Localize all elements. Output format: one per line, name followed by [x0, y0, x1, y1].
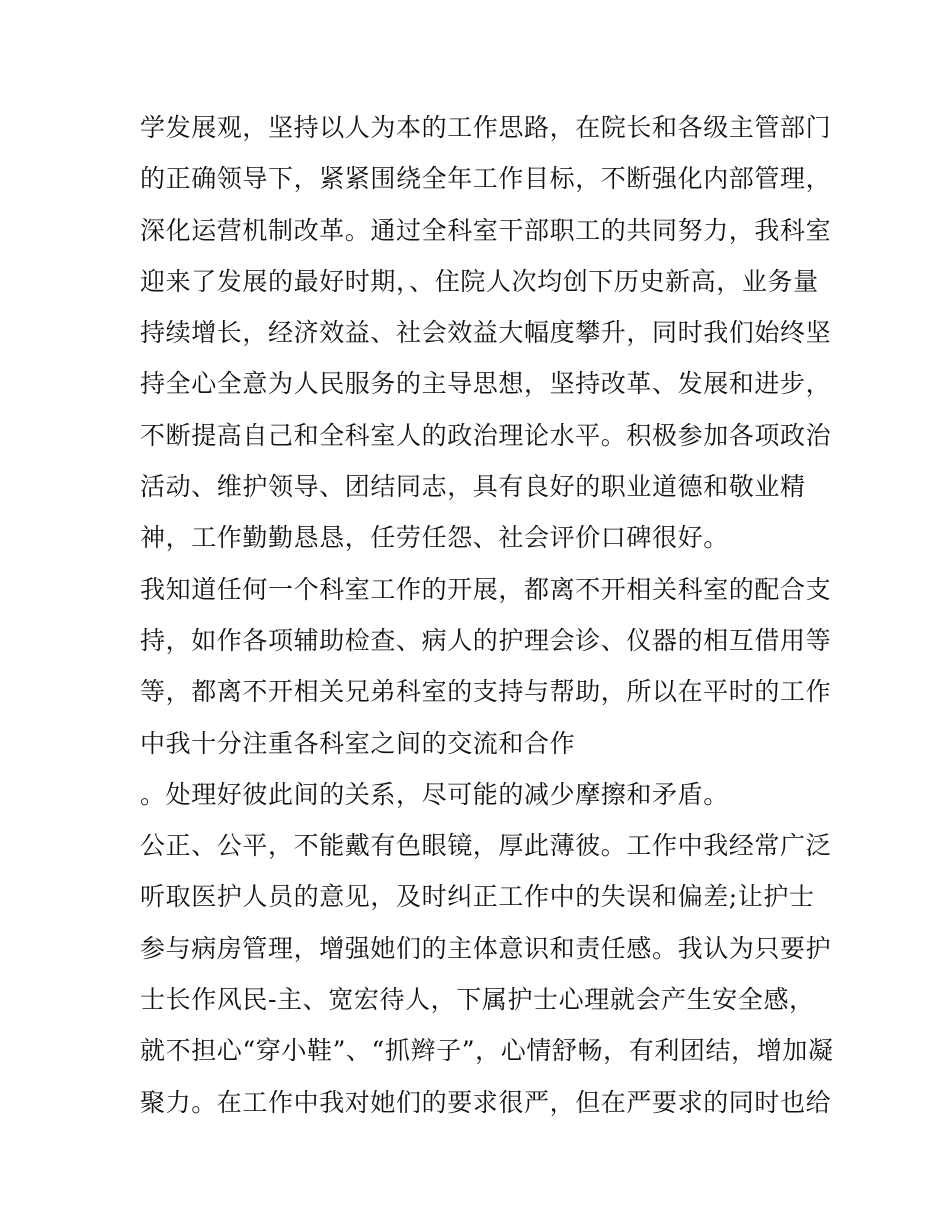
text-line: 不断提高自己和全科室人的政治理论水平。积极参加各项政治 — [140, 420, 832, 450]
text-line: 中我十分注重各科室之间的交流和合作 — [140, 728, 576, 758]
text-line: 持，如作各项辅助检查、病人的护理会诊、仪器的相互借用等 — [140, 625, 832, 655]
text-line: 聚力。在工作中我对她们的要求很严，但在严要求的同时也给 — [140, 1087, 832, 1117]
body-text — [140, 102, 834, 1128]
text-line: 我知道任何一个科室工作的开展，都离不开相关科室的配合支 — [140, 574, 832, 604]
text-line: 。处理好彼此间的关系，尽可能的减少摩擦和矛盾。 — [140, 779, 729, 809]
text-line: 等，都离不开相关兄弟科室的支持与帮助，所以在平时的工作 — [140, 677, 832, 707]
text-line: 迎来了发展的最好时期，、住院人次均创下历史新高，业务量 — [140, 266, 819, 296]
text-line: 活动、维护领导、团结同志，具有良好的职业道德和敬业精 — [140, 472, 806, 502]
text-line: 的正确领导下，紧紧围绕全年工作目标，不断强化内部管理， — [140, 164, 832, 194]
text-line: 士长作风民-主、宽宏待人，下属护士心理就会产生安全感， — [140, 985, 815, 1015]
text-line: 公正、公平，不能戴有色眼镜，厚此薄彼。工作中我经常广泛 — [140, 831, 832, 861]
text-line: 深化运营机制改革。通过全科室干部职工的共同努力，我科室 — [140, 215, 832, 245]
text-line: 就不担心“穿小鞋”、“抓辫子”，心情舒畅，有利团结，增加凝 — [140, 1036, 834, 1066]
text-line: 学发展观，坚持以人为本的工作思路，在院长和各级主管部门 — [140, 113, 832, 142]
text-line: 持续增长，经济效益、社会效益大幅度攀升，同时我们始终坚 — [140, 318, 832, 348]
text-line: 听取医护人员的意见，及时纠正工作中的失误和偏差;让护士 — [140, 882, 815, 912]
text-line: 神，工作勤勤恳恳，任劳任怨、社会评价口碑很好。 — [140, 523, 729, 553]
text-line: 持全心全意为人民服务的主导思想，坚持改革、发展和进步， — [140, 369, 832, 399]
text-line: 参与病房管理，增强她们的主体意识和责任感。我认为只要护 — [140, 933, 832, 963]
